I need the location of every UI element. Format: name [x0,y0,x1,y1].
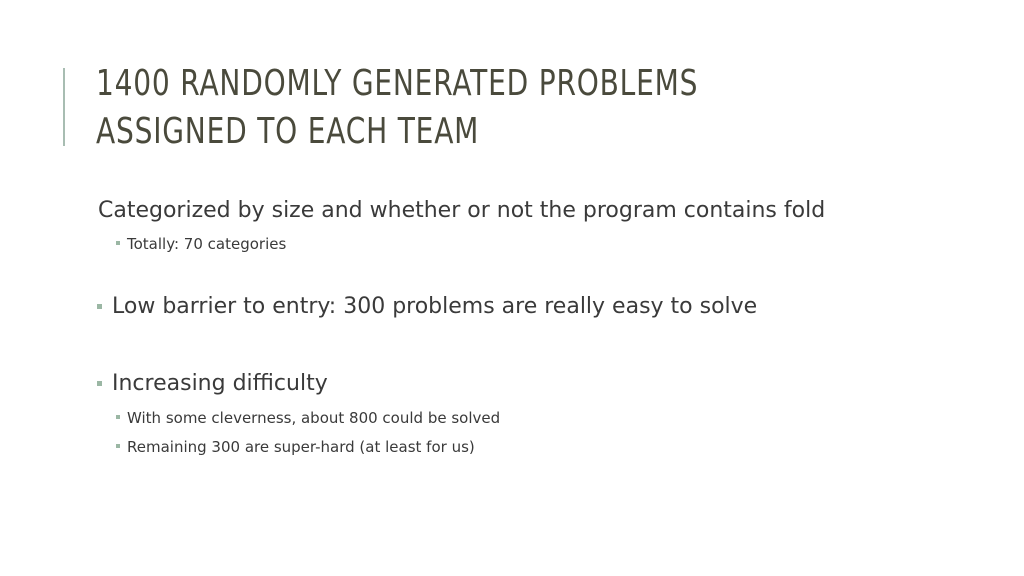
square-bullet-icon [116,415,120,419]
sub-bullet-item-1-1-text: Totally: 70 categories [127,235,287,253]
slide-title [96,60,782,156]
slide-title-line-2: ASSIGNED TO EACH TEAM [96,111,480,152]
bullet-item-3-text: Increasing difficulty [112,371,328,396]
bullet-item-2 [98,292,757,322]
square-bullet-icon [97,381,102,386]
sub-bullet-item-3-2-text: Remaining 300 are super-hard (at least for us) [127,438,475,456]
square-bullet-icon [97,304,102,309]
square-bullet-icon [116,241,120,245]
bullet-item-2-text: Low barrier to entry: 300 problems are really easy to solve [112,294,758,319]
sub-bullet-item-3-1 [116,408,500,428]
sub-bullet-item-1-1 [116,234,286,254]
bullet-item-1-text: Categorized by size and whether or not the program contains fold [98,198,826,223]
sub-bullet-item-3-1-text: With some cleverness, about 800 could be solved [127,409,501,427]
sub-bullet-item-3-2 [116,437,475,457]
bullet-item-3 [98,369,328,399]
slide-title-line-1: 1400 RANDOMLY GENERATED PROBLEMS [96,63,699,104]
title-accent-line [63,68,65,146]
square-bullet-icon [116,444,120,448]
bullet-item-1 [98,196,825,226]
